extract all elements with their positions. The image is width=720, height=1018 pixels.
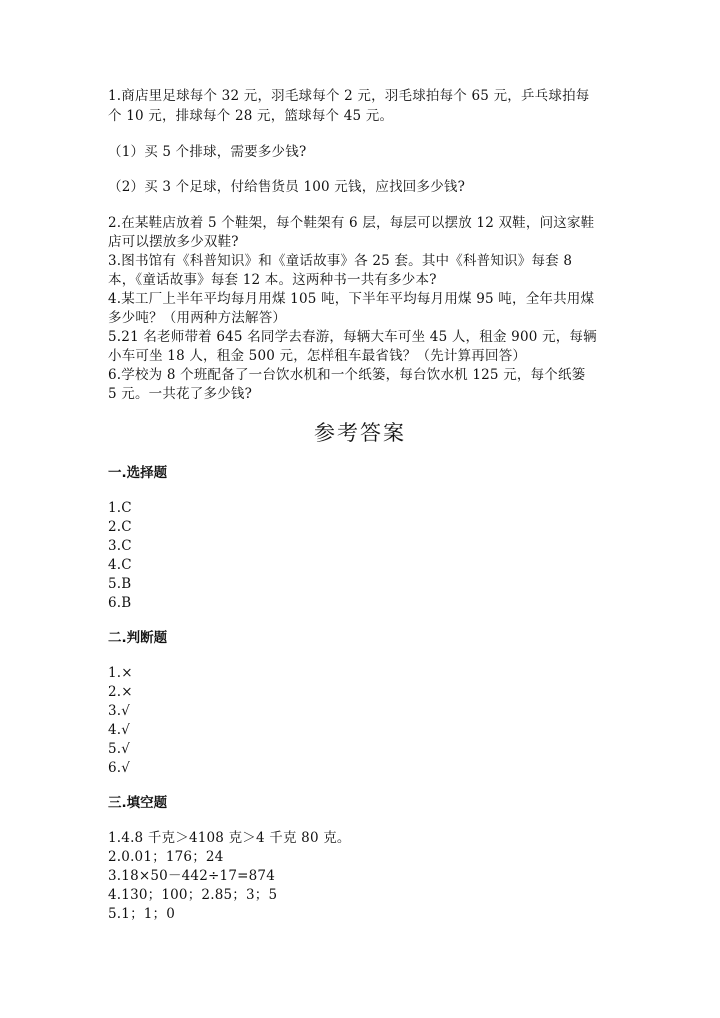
answer-item: 1.C	[108, 500, 132, 516]
problem-6-line-1: 6.学校为 8 个班配备了一台饮水机和一个纸篓，每台饮水机 125 元，每个纸篓	[108, 367, 586, 383]
problem-4-line-2: 多少吨？（用两种方法解答）	[108, 310, 287, 326]
problem-3-line-1: 3.图书馆有《科普知识》和《童话故事》各 25 套。其中《科普知识》每套 8	[108, 253, 573, 269]
problem-6-line-2: 5 元。一共花了多少钱?	[108, 386, 253, 402]
problem-1-line-2: 个 10 元，排球每个 28 元，篮球每个 45 元。	[108, 108, 394, 124]
answer-key-title: 参考答案	[314, 421, 406, 445]
answer-item: 3.√	[108, 703, 131, 719]
answer-item: 5.√	[108, 741, 131, 757]
answer-item: 1.4.8 千克＞4108 克＞4 千克 80 克。	[108, 830, 351, 846]
problem-5-line-2: 小车可坐 18 人，租金 500 元，怎样租车最省钱？（先计算再回答）	[108, 348, 527, 364]
problem-4-line-1: 4.某工厂上半年平均每月用煤 105 吨，下半年平均每月用煤 95 吨，全年共用煤	[108, 291, 595, 307]
problem-5-line-1: 5.21 名老师带着 645 名同学去春游，每辆大车可坐 45 人，租金 900 元，每辆	[108, 329, 597, 345]
problem-2-line-1: 2.在某鞋店放着 5 个鞋架，每个鞋架有 6 层，每层可以摆放 12 双鞋，问这家鞋	[108, 215, 595, 231]
answer-item: 4.√	[108, 722, 131, 738]
section-heading-multiple-choice: 一.选择题	[108, 465, 168, 481]
section-heading-fill-in-blank: 三.填空题	[108, 795, 168, 811]
problem-2-line-2: 店可以摆放多少双鞋?	[108, 234, 239, 250]
section-heading-true-false: 二.判断题	[108, 630, 168, 646]
answer-item: 2.C	[108, 519, 132, 535]
answer-item: 2.0.01；176；24	[108, 849, 224, 865]
answer-item: 4.130；100；2.85；3；5	[108, 887, 278, 903]
problem-1-question-1: （1）买 5 个排球，需要多少钱?	[108, 144, 307, 160]
answer-item: 3.18×50－442÷17=874	[108, 868, 275, 884]
problem-3-line-2: 本，《童话故事》每套 12 本。这两种书一共有多少本?	[108, 272, 437, 288]
answer-item: 6.B	[108, 595, 132, 611]
answer-item: 5.1；1；0	[108, 906, 176, 922]
answer-item: 5.B	[108, 576, 132, 592]
problem-1-line-1: 1.商店里足球每个 32 元，羽毛球每个 2 元，羽毛球拍每个 65 元，乒乓球拍每	[108, 88, 590, 104]
problem-1-question-2: （2）买 3 个足球，付给售货员 100 元钱，应找回多少钱?	[108, 179, 466, 195]
answer-item: 1.×	[108, 665, 133, 681]
answer-item: 4.C	[108, 557, 132, 573]
answer-item: 2.×	[108, 684, 133, 700]
answer-item: 3.C	[108, 538, 132, 554]
answer-item: 6.√	[108, 760, 131, 776]
